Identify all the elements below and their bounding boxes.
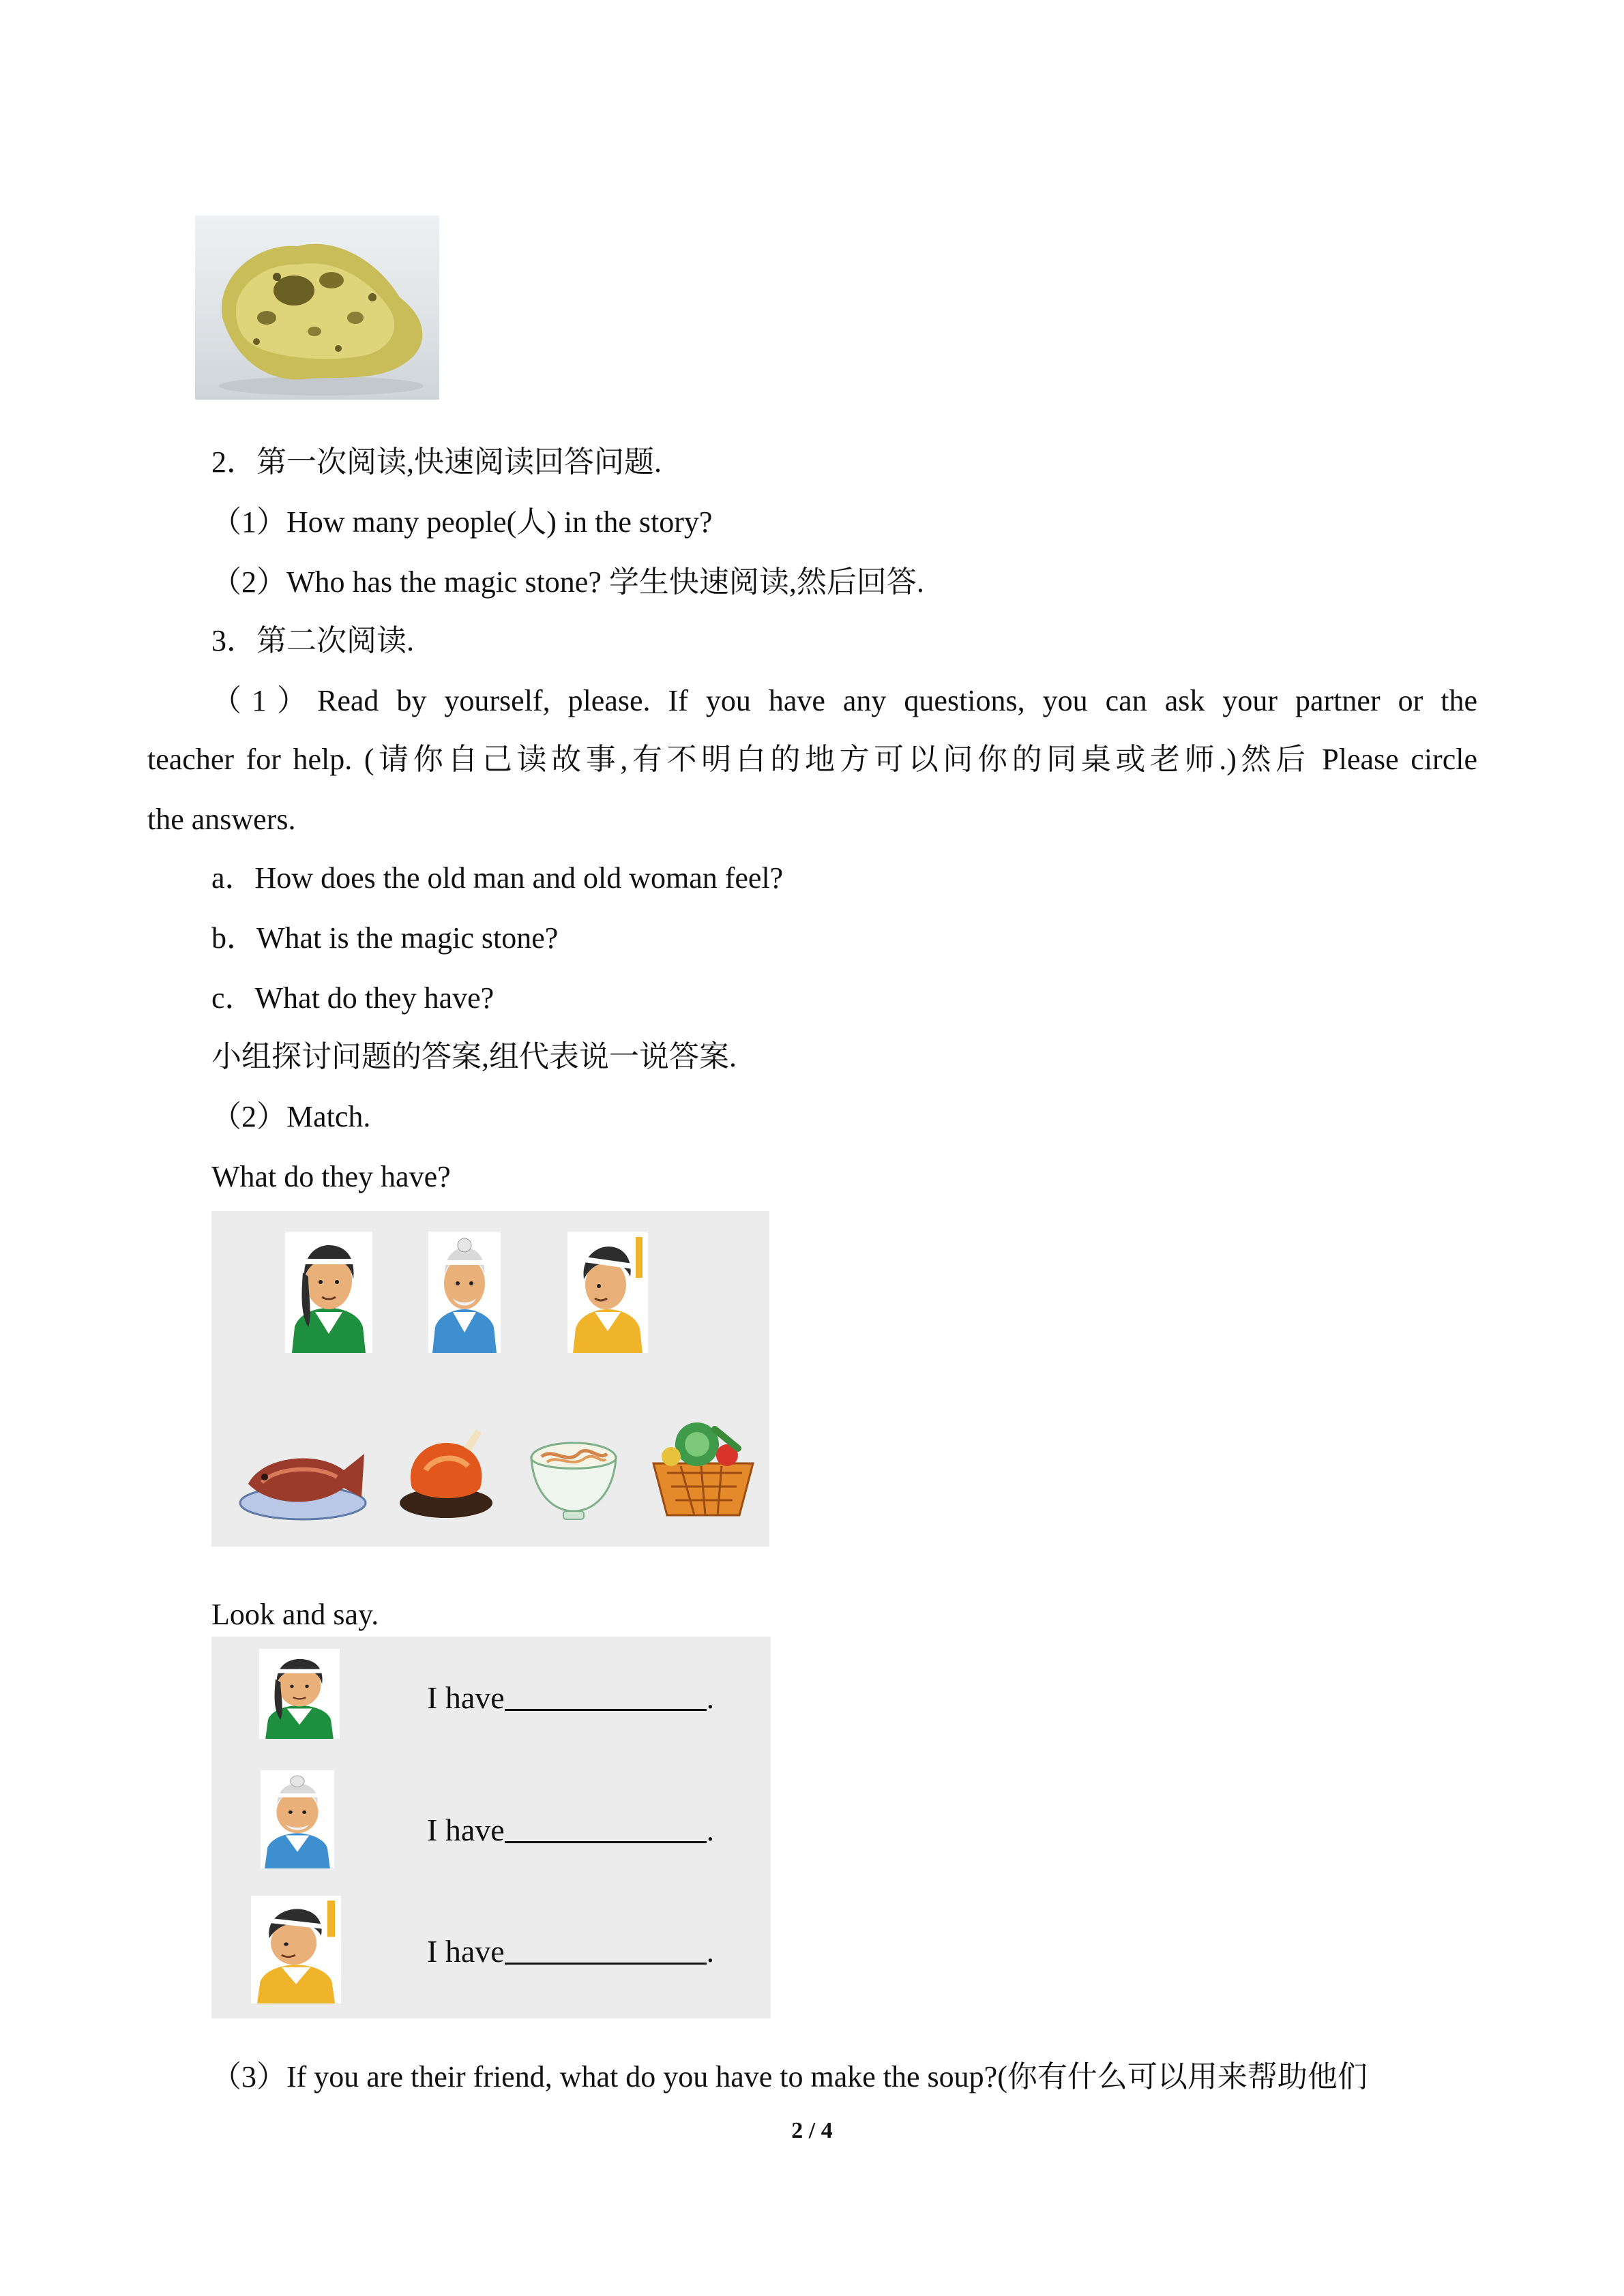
page-number: 2 / 4: [791, 2118, 833, 2143]
reading-step-2: 2．第一次阅读,快速阅读回答问题.: [211, 445, 662, 479]
fish-dish-icon: [235, 1429, 370, 1525]
noodle-bowl-icon: [527, 1427, 621, 1523]
instruction-line-3: the answers.: [147, 803, 296, 836]
question-3: （3）If you are their friend, what do you have to make the soup?(你有什么可以用来帮助他们: [211, 2060, 1368, 2093]
sentence-1: [427, 1678, 714, 1718]
old-woman-icon: [259, 1649, 340, 1739]
match-panel: [211, 1211, 769, 1547]
look-and-say-panel: [211, 1637, 771, 2018]
old-woman-icon: [285, 1232, 372, 1353]
group-note: 小组探讨问题的答案,组代表说一说答案.: [211, 1040, 737, 1073]
reading-step-3: 3．第二次阅读.: [211, 624, 414, 657]
magic-stone-photo: [195, 215, 439, 400]
answer-blank-2[interactable]: [505, 1811, 707, 1843]
instruction-line-2: teacher for help. (请你自己读故事,有不明白的地方可以问你的同桌或老师.)然后 Please circle: [147, 743, 1477, 776]
question-b: b．What is the magic stone?: [211, 921, 559, 955]
instruction-line-1: （1）Read by yourself, please. If you have any questions, you can ask your partner or the: [211, 684, 1477, 717]
vegetable-basket-icon: [647, 1416, 760, 1523]
boy-icon: [567, 1232, 648, 1353]
sentence-1-period: .: [706, 1680, 715, 1715]
question-a: a．How does the old man and old woman feel?: [211, 861, 784, 895]
boy-icon: [251, 1896, 341, 2003]
answer-blank-1[interactable]: [505, 1679, 707, 1711]
look-and-say-title: Look and say.: [211, 1598, 379, 1631]
sentence-2-text: I have: [427, 1813, 505, 1847]
answer-blank-3[interactable]: [505, 1933, 707, 1965]
sentence-3-text: I have: [427, 1934, 505, 1969]
sentence-2: [427, 1810, 714, 1851]
sentence-3: [427, 1931, 714, 1972]
match-question: What do they have?: [211, 1160, 451, 1193]
sentence-2-period: .: [706, 1813, 715, 1847]
match-title: （2）Match.: [211, 1100, 371, 1133]
old-man-icon: [428, 1232, 501, 1353]
question-1: （1）How many people(人) in the story?: [211, 505, 713, 539]
sentence-1-text: I have: [427, 1680, 505, 1715]
question-2: （2）Who has the magic stone? 学生快速阅读,然后回答.: [211, 565, 924, 599]
sentence-3-period: .: [706, 1934, 715, 1969]
roast-chicken-icon: [396, 1422, 497, 1525]
question-c: c．What do they have?: [211, 981, 494, 1015]
stone-icon: [195, 215, 439, 400]
old-man-icon: [261, 1770, 334, 1868]
